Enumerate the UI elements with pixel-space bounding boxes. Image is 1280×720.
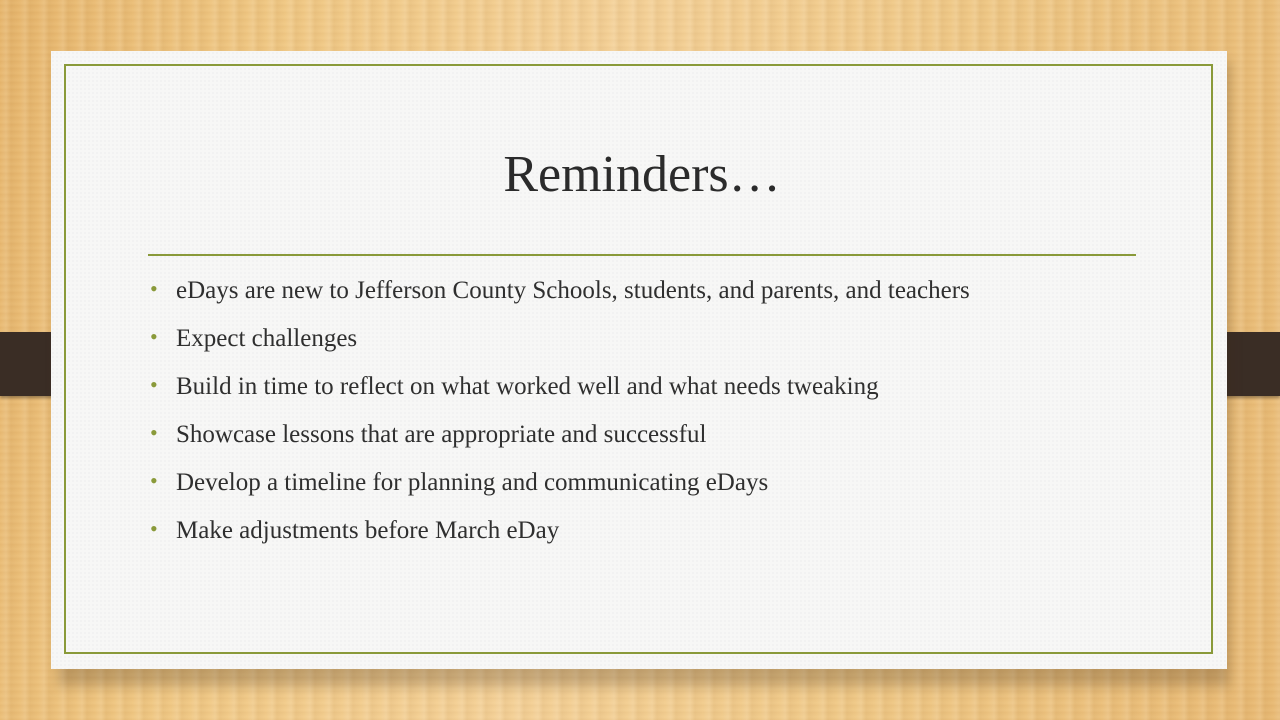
bullet-dot-icon: • [150,324,158,349]
bullet-dot-icon: • [150,516,158,541]
bullet-item [148,276,1088,306]
bullet-text: eDays are new to Jefferson County Schools, students, and parents, and teachers [176,277,970,304]
slide-title: Reminders… [503,146,781,203]
bullet-dot-icon: • [150,372,158,397]
bullet-item [148,516,1088,546]
title-divider [148,254,1136,256]
bullet-dot-icon: • [150,276,158,301]
bullet-text: Develop a timeline for planning and communicating eDays [176,469,769,496]
bullet-item [148,468,1088,498]
bullet-text: Make adjustments before March eDay [176,517,560,544]
bullet-item [148,420,1088,450]
bullet-dot-icon: • [150,468,158,493]
bullet-list [148,276,1088,564]
bullet-item [148,372,1088,402]
bullet-text: Showcase lessons that are appropriate and successful [176,421,707,448]
bullet-dot-icon: • [150,420,158,445]
bullet-text: Build in time to reflect on what worked well and what needs tweaking [176,373,879,400]
bullet-item [148,324,1088,354]
bullet-text: Expect challenges [176,325,358,352]
